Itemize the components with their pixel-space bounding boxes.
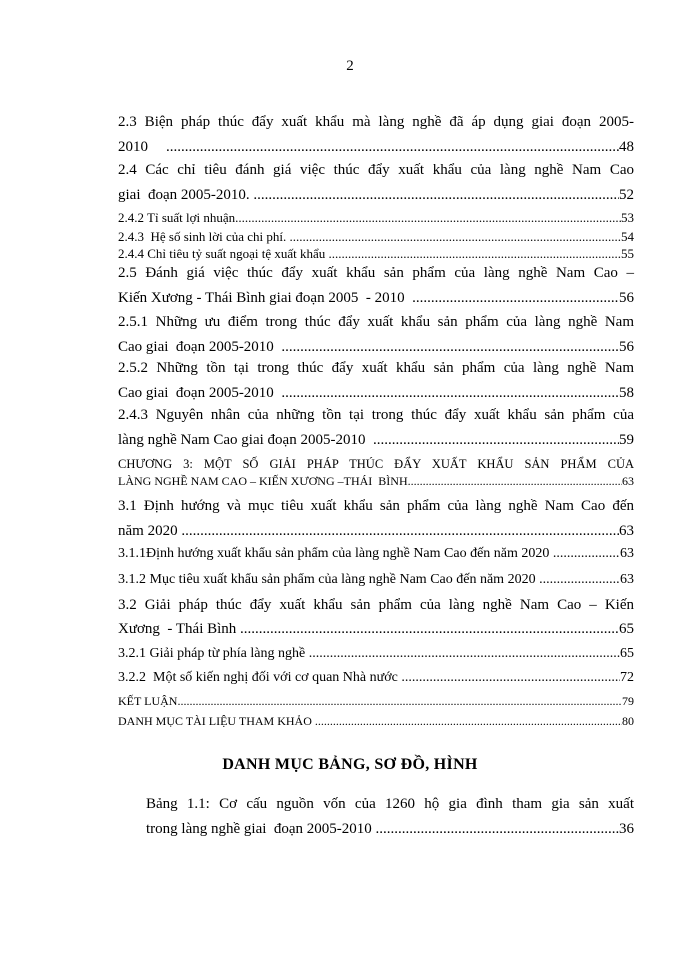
dot-leader	[253, 187, 619, 204]
dot-leader	[309, 646, 620, 662]
dot-leader	[553, 546, 620, 562]
toc-page-number: 63	[620, 572, 634, 587]
toc-entry-3-1-2[interactable]	[118, 572, 634, 588]
toc-page-number: 79	[622, 694, 634, 708]
toc-entry-text: giai đoạn 2005-2010.	[118, 187, 254, 203]
toc-entry-references[interactable]	[118, 714, 634, 729]
list-of-tables-title: DANH MỤC BẢNG, SƠ ĐỒ, HÌNH	[222, 756, 478, 773]
dot-leader	[412, 290, 619, 307]
toc-entry-3-1[interactable]	[118, 498, 634, 540]
dot-leader	[329, 246, 622, 262]
table-page-number: 36	[619, 821, 634, 837]
table-entry-text: trong làng nghề giai đoạn 2005-2010	[146, 821, 376, 837]
page-number: 2	[346, 58, 354, 74]
toc-entry-2-4-3-nguyen-nhan[interactable]	[118, 407, 634, 449]
toc-entry-text: DANH MỤC TÀI LIỆU THAM KHẢO	[118, 714, 315, 728]
dot-leader	[281, 385, 619, 402]
toc-page-number: 54	[621, 229, 634, 244]
dot-leader	[181, 523, 619, 540]
table-entry-1-1[interactable]	[146, 796, 634, 838]
toc-entry-text: 3.1.1Định hướng xuất khẩu sản phẩm của làng nghề Nam Cao đến năm 2020	[118, 546, 553, 561]
toc-entry-text: 3.2.2 Một số kiến nghị đối với cơ quan Nhà nước	[118, 670, 402, 685]
toc-entry-text: làng nghề Nam Cao giai đoạn 2005-2010	[118, 432, 373, 448]
toc-entry-text: 2.3 Biện pháp thúc đẩy xuất khẩu mà làng nghề đã áp dụng giai đoạn 2005-	[118, 114, 634, 130]
table-entry-text: Bảng 1.1: Cơ cấu nguồn vốn của 1260 hộ gia đình tham gia sản xuất	[146, 796, 634, 812]
toc-entry-text: 3.1.2 Mục tiêu xuất khẩu sản phẩm của làng nghề Nam Cao đến năm 2020	[118, 572, 540, 587]
toc-page-number: 53	[621, 210, 634, 225]
toc-entry-text: 3.2 Giải pháp thúc đẩy xuất khẩu sản phẩm của làng nghề Nam Cao – Kiến	[118, 597, 634, 613]
toc-entry-3-1-1[interactable]	[118, 546, 634, 562]
toc-entry-3-2[interactable]	[118, 597, 634, 638]
toc-page-number: 52	[619, 187, 634, 203]
toc-entry-text: 2.5.1 Những ưu điểm trong thúc đẩy xuất khẩu sản phẩm của làng nghề Nam	[118, 314, 634, 330]
toc-entry-3-2-2[interactable]	[118, 670, 634, 686]
toc-entry-text: 2.4.4 Chỉ tiêu tỷ suất ngoại tệ xuất khẩu	[118, 246, 329, 261]
toc-entry-2-4[interactable]	[118, 162, 634, 204]
toc-entry-text: 3.1 Định hướng và mục tiêu xuất khẩu sản phẩm của làng nghề Nam Cao đến	[118, 498, 634, 514]
dot-leader	[240, 621, 619, 638]
dot-leader	[315, 714, 622, 729]
dot-leader	[376, 821, 619, 838]
toc-entry-text: 2.5.2 Những tồn tại trong thúc đẩy xuất khẩu sản phẩm của làng nghề Nam	[118, 360, 634, 376]
dot-leader	[177, 694, 622, 709]
toc-page-number: 58	[619, 385, 634, 401]
dot-leader	[408, 474, 622, 489]
toc-entry-chapter-3[interactable]	[118, 457, 634, 489]
toc-entry-text: Cao giai đoạn 2005-2010	[118, 339, 282, 355]
toc-page-number: 59	[619, 432, 634, 448]
dot-leader	[373, 432, 619, 449]
toc-entry-2-5[interactable]	[118, 265, 634, 307]
toc-entry-text: 2.5 Đánh giá việc thúc đẩy xuất khẩu sản phẩm của làng nghề Nam Cao –	[118, 265, 634, 281]
toc-entry-text: KẾT LUẬN	[118, 694, 178, 708]
dot-leader	[401, 670, 620, 686]
toc-entry-2-5-2[interactable]	[118, 360, 634, 402]
toc-page-number: 65	[619, 621, 634, 637]
toc-page-number: 65	[620, 646, 634, 661]
toc-page-number: 63	[620, 546, 634, 561]
toc-entry-text: Xương - Thái Bình	[118, 621, 241, 637]
toc-entry-text: CHƯƠNG 3: MỘT SỐ GIẢI PHÁP THÚC ĐẨY XUẤT KHẨU SẢN PHẨM CỦA	[118, 457, 634, 471]
toc-entry-text: LÀNG NGHỀ NAM CAO – KIẾN XƯƠNG –THÁI BÌNH	[118, 474, 408, 488]
toc-page-number: 80	[622, 714, 634, 728]
toc-entry-text: 3.2.1 Giải pháp từ phía làng nghề	[118, 646, 309, 661]
toc-entry-2-5-1[interactable]	[118, 314, 634, 356]
toc-entry-2-4-2[interactable]	[118, 210, 634, 226]
toc-page-number: 63	[622, 474, 634, 488]
dot-leader	[235, 210, 621, 226]
toc-entry-text: 2.4.3 Hệ số sinh lời của chi phí.	[118, 229, 290, 244]
toc-entry-text: 2010	[118, 139, 148, 155]
toc-page-number: 63	[619, 523, 634, 539]
toc-entry-text: 2.4.3 Nguyên nhân của những tồn tại trong thúc đẩy xuất khẩu sản phẩm của	[118, 407, 634, 423]
toc-entry-2-4-4[interactable]	[118, 246, 634, 262]
toc-page-number: 56	[619, 339, 634, 355]
toc-entry-ket-luan[interactable]	[118, 694, 634, 709]
toc-entry-3-2-1[interactable]	[118, 646, 634, 662]
toc-entry-text: năm 2020	[118, 523, 182, 539]
dot-leader	[281, 339, 619, 356]
toc-page-number: 48	[619, 139, 634, 155]
toc-entry-text: 2.4.2 Tỉ suất lợi nhuận	[118, 210, 236, 225]
toc-page-number: 56	[619, 290, 634, 306]
toc-entry-text: Cao giai đoạn 2005-2010	[118, 385, 282, 401]
toc-entry-2-3[interactable]	[118, 114, 634, 156]
dot-leader	[166, 139, 619, 156]
toc-entry-2-4-3[interactable]	[118, 229, 634, 245]
toc-entry-text: Kiến Xương - Thái Bình giai đoạn 2005 - 2010	[118, 290, 413, 306]
dot-leader	[290, 229, 621, 245]
toc-page-number: 72	[620, 670, 634, 685]
toc-page-number: 55	[621, 246, 634, 261]
toc-entry-text: 2.4 Các chỉ tiêu đánh giá việc thúc đẩy xuất khẩu của làng nghề Nam Cao	[118, 162, 634, 178]
dot-leader	[539, 572, 620, 588]
